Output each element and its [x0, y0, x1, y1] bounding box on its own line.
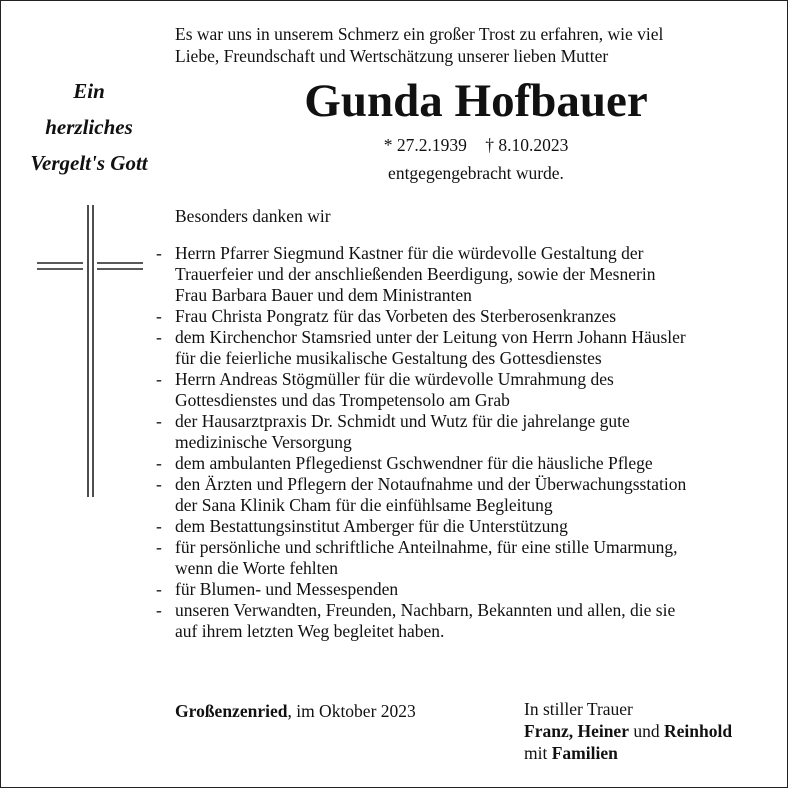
list-item — [153, 516, 783, 537]
list-item-line: auf ihrem letzten Weg begleitet haben. — [175, 621, 445, 641]
list-item-line: wenn die Worte fehlten — [175, 558, 339, 578]
signature-and: und — [628, 721, 664, 741]
list-item-line: - für Blumen- und Messespenden — [175, 579, 399, 599]
list-item-line: - für persönliche und schriftliche Anteilnahme, für eine stille Umarmung, — [175, 537, 678, 557]
thanks-heading-line: herzliches — [45, 115, 133, 139]
list-item — [153, 579, 783, 600]
list-item — [153, 369, 783, 411]
list-item — [153, 243, 783, 306]
list-item — [153, 411, 783, 453]
life-dates — [161, 133, 790, 157]
list-item-line: - den Ärzten und Pflegern der Notaufnahme und der Überwachungsstation — [175, 474, 687, 494]
thanks-intro: Besonders danken wir — [175, 206, 331, 226]
list-item — [153, 453, 783, 474]
thanks-list — [153, 243, 783, 642]
list-item-line: Gottesdienstes und das Trompetensolo am Grab — [175, 390, 510, 410]
signature-families-label: Familien — [551, 743, 618, 763]
signature-names — [524, 720, 732, 742]
signature-name: Franz, Heiner — [524, 721, 629, 741]
list-item-line: der Sana Klinik Cham für die einfühlsame Begleitung — [175, 495, 553, 515]
list-item — [153, 327, 783, 369]
received-text: entgegengebracht wurde. — [388, 163, 564, 183]
list-item-line: für die feierliche musikalische Gestaltung des Gottesdienstes — [175, 348, 602, 368]
list-item — [153, 474, 783, 516]
list-item-line: - dem ambulanten Pflegedienst Gschwendner für die häusliche Pflege — [175, 453, 653, 473]
signature-intro: In stiller Trauer — [524, 699, 633, 719]
signature-name: Reinhold — [663, 721, 733, 741]
thanks-heading-line: Ein — [73, 79, 105, 103]
list-item-line: - der Hausarztpraxis Dr. Schmidt und Wutz für die jahrelange gute — [175, 411, 630, 431]
list-item-line: - Herrn Pfarrer Siegmund Kastner für die würdevolle Gestaltung der — [175, 243, 644, 263]
birth-date: * 27.2.1939 — [383, 135, 467, 155]
list-item-line: - dem Kirchenchor Stamsried unter der Leitung von Herrn Johann Häusler — [175, 327, 686, 347]
thanks-heading-line: Vergelt's Gott — [30, 151, 148, 175]
thanks-heading — [9, 73, 169, 181]
list-item-line: - Frau Christa Pongratz für das Vorbeten des Sterberosenkranzes — [175, 306, 617, 326]
intro-line: Liebe, Freundschaft und Wertschätzung unserer lieben Mutter — [175, 46, 609, 66]
signature-families — [524, 742, 732, 764]
death-date: † 8.10.2023 — [485, 135, 569, 155]
list-item-line: Trauerfeier und der anschließenden Beerdigung, sowie der Mesnerin — [175, 264, 656, 284]
place-date — [175, 700, 416, 722]
list-item-line: medizinische Versorgung — [175, 432, 352, 452]
list-item-line: - dem Bestattungsinstitut Amberger für die Unterstützung — [175, 516, 568, 536]
list-item — [153, 537, 783, 579]
deceased-name: Gunda Hofbauer — [304, 75, 648, 127]
list-item-line: - unseren Verwandten, Freunden, Nachbarn, Bekannten und allen, die sie — [175, 600, 676, 620]
intro-line: Es war uns in unserem Schmerz ein großer Trost zu erfahren, wie viel — [175, 24, 664, 44]
cross-icon — [33, 201, 153, 501]
list-item — [153, 600, 783, 642]
signature-with: mit — [524, 743, 552, 763]
list-item-line: Frau Barbara Bauer und dem Ministranten — [175, 285, 472, 305]
place-town: Großenzenried — [175, 701, 288, 721]
list-item — [153, 306, 783, 327]
intro-text — [175, 23, 775, 67]
list-item-line: - Herrn Andreas Stögmüller für die würdevolle Umrahmung des — [175, 369, 614, 389]
signature-block — [524, 698, 732, 764]
place-date-text: , im Oktober 2023 — [287, 701, 416, 721]
